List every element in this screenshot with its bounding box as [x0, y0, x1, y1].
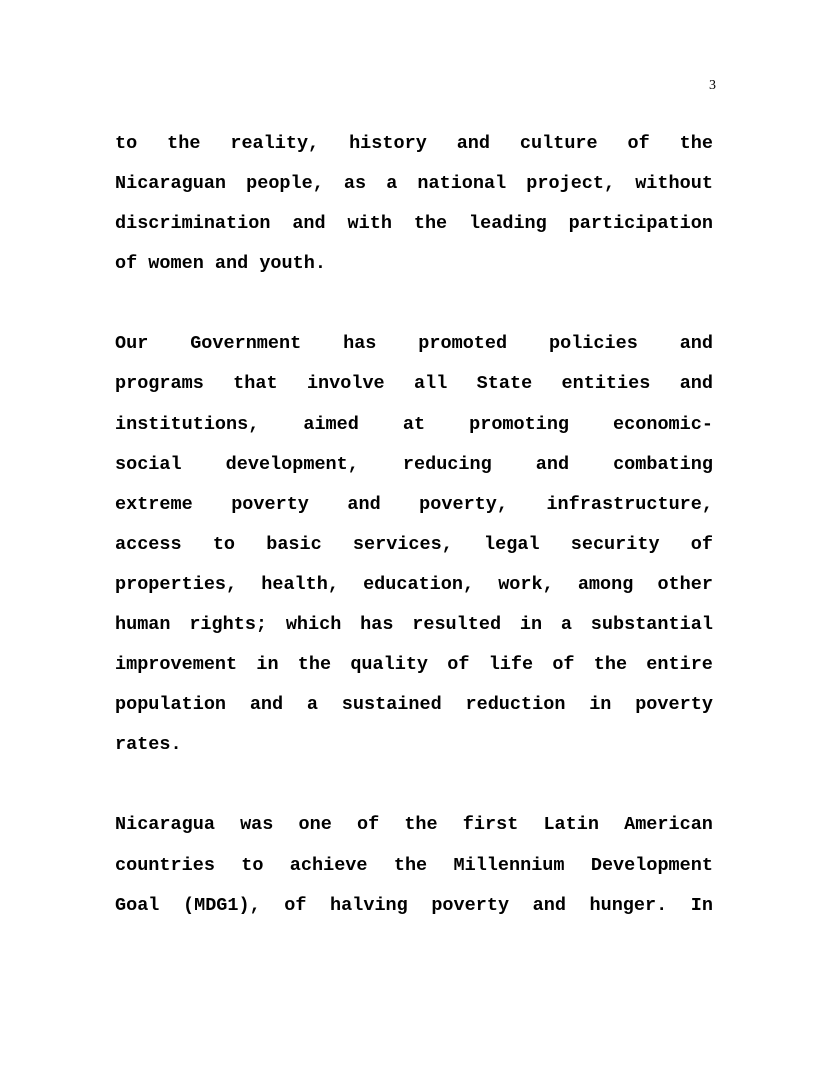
document-body: [115, 124, 713, 966]
text-line: rates.: [115, 734, 182, 756]
paragraph: [115, 324, 713, 765]
text-line: Our Government has promoted policies and: [115, 333, 713, 355]
text-line: countries to achieve the Millennium Development: [115, 854, 713, 876]
text-line: Nicaraguan people, as a national project, without: [115, 173, 713, 195]
text-line: improvement in the quality of life of the entire: [115, 654, 713, 676]
text-line: population and a sustained reduction in poverty: [115, 694, 713, 716]
page-number: 3: [709, 78, 716, 93]
text-line: Nicaragua was one of the first Latin American: [115, 814, 713, 836]
text-line: institutions, aimed at promoting economic-: [115, 413, 713, 435]
text-line: of women and youth.: [115, 253, 326, 275]
text-line: social development, reducing and combating: [115, 453, 713, 475]
text-line: properties, health, education, work, among other: [115, 573, 713, 595]
text-line: programs that involve all State entities and: [115, 373, 713, 395]
text-line: discrimination and with the leading participation: [115, 213, 713, 235]
text-line: Goal (MDG1), of halving poverty and hunger. In: [115, 894, 713, 916]
paragraph: [115, 124, 713, 284]
text-line: extreme poverty and poverty, infrastructure,: [115, 493, 713, 515]
text-line: human rights; which has resulted in a substantial: [115, 614, 713, 636]
text-line: access to basic services, legal security of: [115, 533, 713, 555]
paragraph: [115, 805, 713, 925]
text-line: to the reality, history and culture of the: [115, 133, 713, 154]
